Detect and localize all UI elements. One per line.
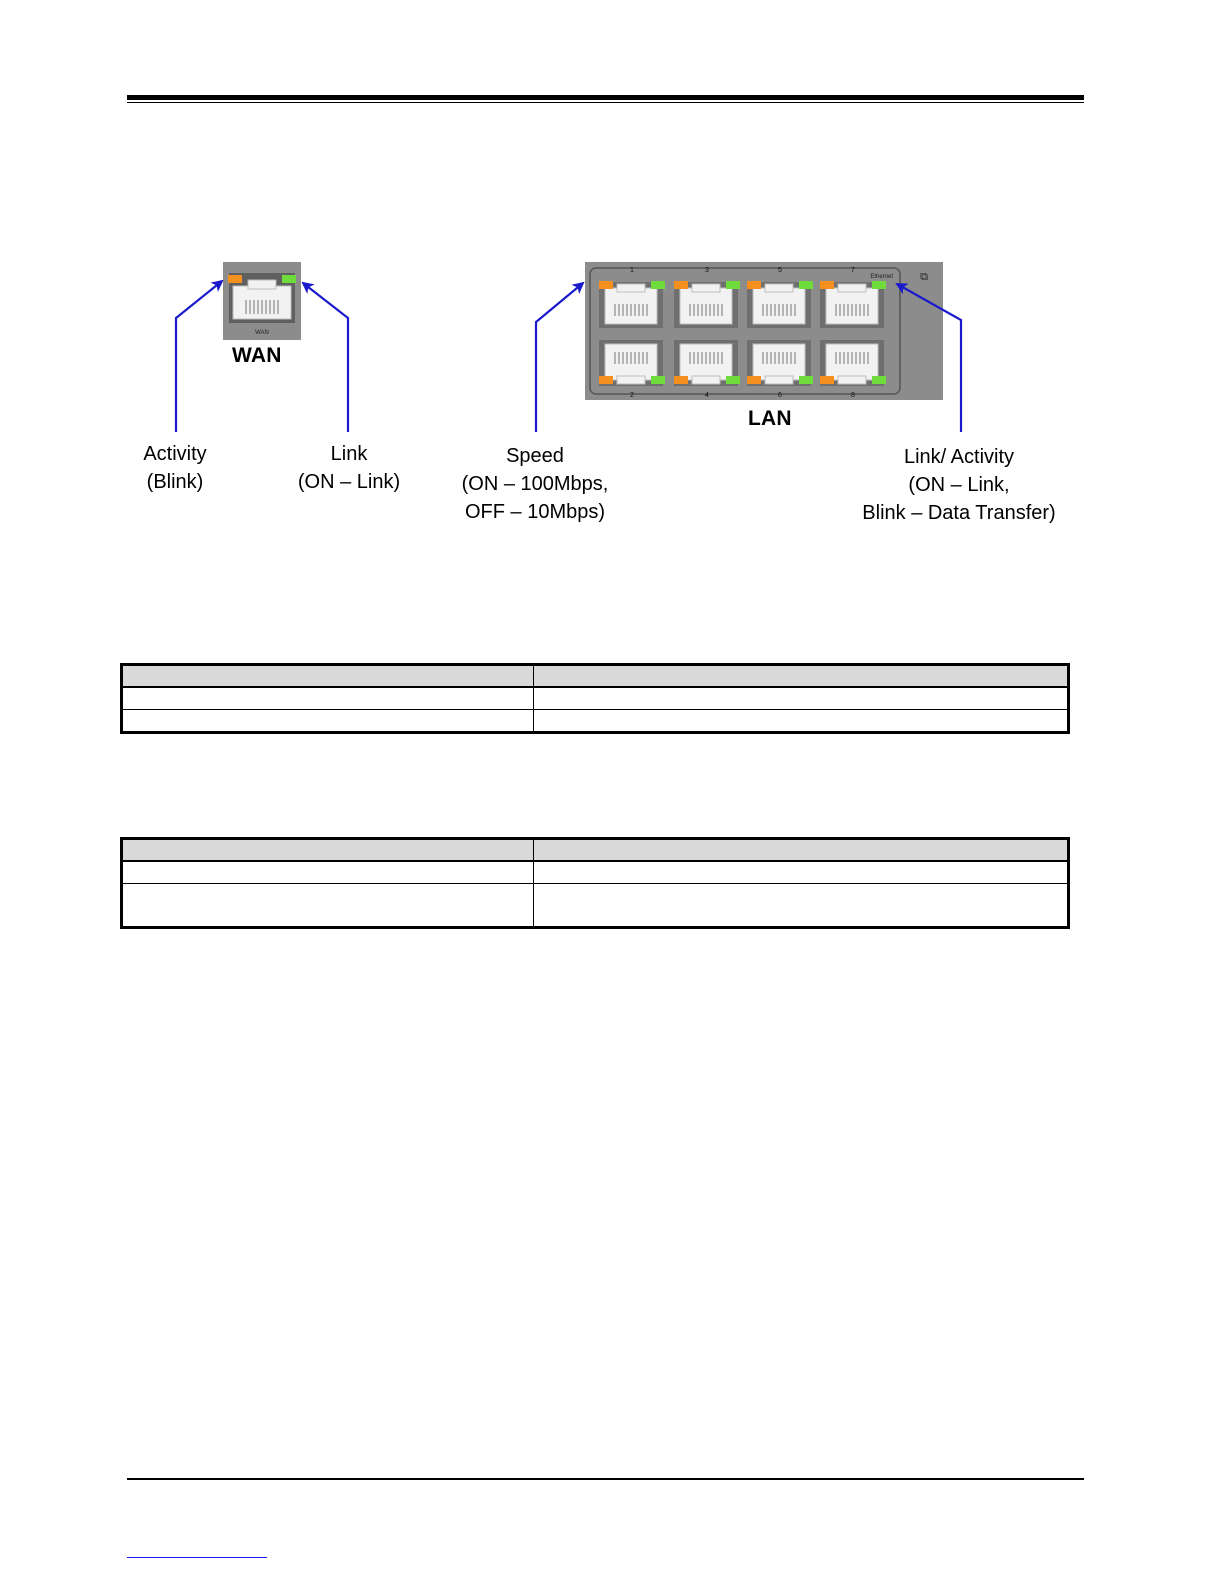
port-led-diagram [0, 0, 1225, 560]
lan-port-number: 1 [630, 267, 634, 274]
callout-lan-speed: Speed (ON – 100Mbps, OFF – 10Mbps) [461, 445, 609, 523]
wan-panel-label: WAN [255, 330, 269, 336]
lan-port-number: 2 [630, 392, 634, 399]
arrow-wan-link [303, 283, 348, 432]
wan-port-panel [223, 262, 301, 340]
wan-link-led [282, 275, 296, 283]
lan-port-number: 5 [778, 267, 782, 274]
footer-rule [127, 1478, 1084, 1480]
table-header-row [122, 839, 1069, 862]
lan-title: LAN [748, 407, 792, 430]
table-header-cell [122, 839, 534, 862]
wan-title: WAN [232, 344, 282, 367]
table-cell [122, 710, 534, 733]
table-header-cell [122, 665, 534, 688]
table-cell [534, 687, 1069, 710]
callout-lan-link-activity: Link/ Activity (ON – Link, Blink – Data Transfer) [862, 446, 1056, 524]
lan-port-number: 3 [705, 267, 709, 274]
table-row [122, 687, 1069, 710]
lan-port-number: 8 [851, 392, 855, 399]
table-cell [534, 861, 1069, 884]
table-header-row [122, 665, 1069, 688]
arrow-wan-activity [176, 281, 222, 432]
arrow-lan-speed [536, 283, 583, 432]
lan-port-number: 6 [778, 392, 782, 399]
table-header-cell [534, 839, 1069, 862]
lan-panel-label: Ethernet [870, 274, 893, 280]
table-cell [534, 884, 1069, 928]
table-row [122, 710, 1069, 733]
footer-link-underline[interactable] [127, 1557, 267, 1558]
callout-wan-link: Link (ON – Link) [297, 443, 401, 493]
table-cell [534, 710, 1069, 733]
led-table-1 [120, 663, 1070, 734]
callout-wan-activity: Activity (Blink) [143, 443, 207, 493]
table-row [122, 861, 1069, 884]
table-row [122, 884, 1069, 928]
led-table-2 [120, 837, 1070, 929]
table-cell [122, 687, 534, 710]
table-header-cell [534, 665, 1069, 688]
table-cell [122, 861, 534, 884]
table-cell [122, 884, 534, 928]
lan-port-panel [585, 262, 943, 400]
network-icon: ⧉ [920, 270, 928, 283]
lan-port-number: 4 [705, 392, 709, 399]
wan-activity-led [228, 275, 242, 283]
lan-port-number: 7 [851, 267, 855, 274]
